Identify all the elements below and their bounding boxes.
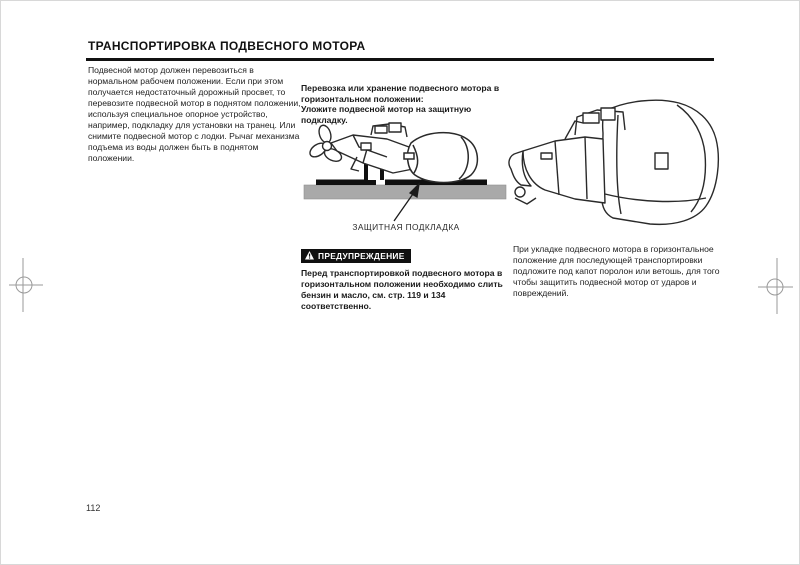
warning-label-text: ПРЕДУПРЕЖДЕНИЕ	[318, 250, 405, 261]
warning-text: Перед транспортировкой подвесного мотора в горизонтальном положении необходимо слить бензин и масло, см. стр. 119 и 134 соответственно.	[301, 268, 503, 311]
intro-paragraph: Подвесной мотор должен перевозиться в нормальном рабочем положении. Если при этом получается недостаточный дорожный просвет, то перевозите подвесной мотор в поднятом положении, используя специальное опорное устройство, например, подкладку для установки на транец. Или снимите подвесной мотор с лодки. Рычаг механизма подъема из воды должен быть в поднятом положении.	[88, 65, 301, 163]
title-rule	[86, 58, 714, 61]
instruction-line: Уложите подвесной мотор на защитную подкладку.	[301, 104, 472, 125]
warning-box	[301, 247, 515, 312]
figure-caption: ЗАЩИТНАЯ ПОДКЛАДКА	[352, 222, 460, 232]
note-paragraph: При укладке подвесного мотора в горизонтальное положение для последующей транспортировки подложите под капот поролон или ветошь, для того чтобы защитить подвесной мотор от ударов и повреждений.	[513, 244, 720, 298]
motor-on-pad-figure	[301, 113, 511, 225]
warning-triangle-icon	[305, 251, 314, 260]
section-heading: Перевозка или хранение подвесного мотора в горизонтальном положении:	[301, 83, 500, 104]
registration-mark-right	[752, 254, 796, 318]
page-title: ТРАНСПОРТИРОВКА ПОДВЕСНОГО МОТОРА	[88, 39, 366, 53]
registration-mark-left	[5, 254, 47, 316]
motor-cowling-figure	[505, 93, 727, 233]
page-number: 112	[86, 503, 101, 513]
warning-label	[301, 249, 411, 263]
